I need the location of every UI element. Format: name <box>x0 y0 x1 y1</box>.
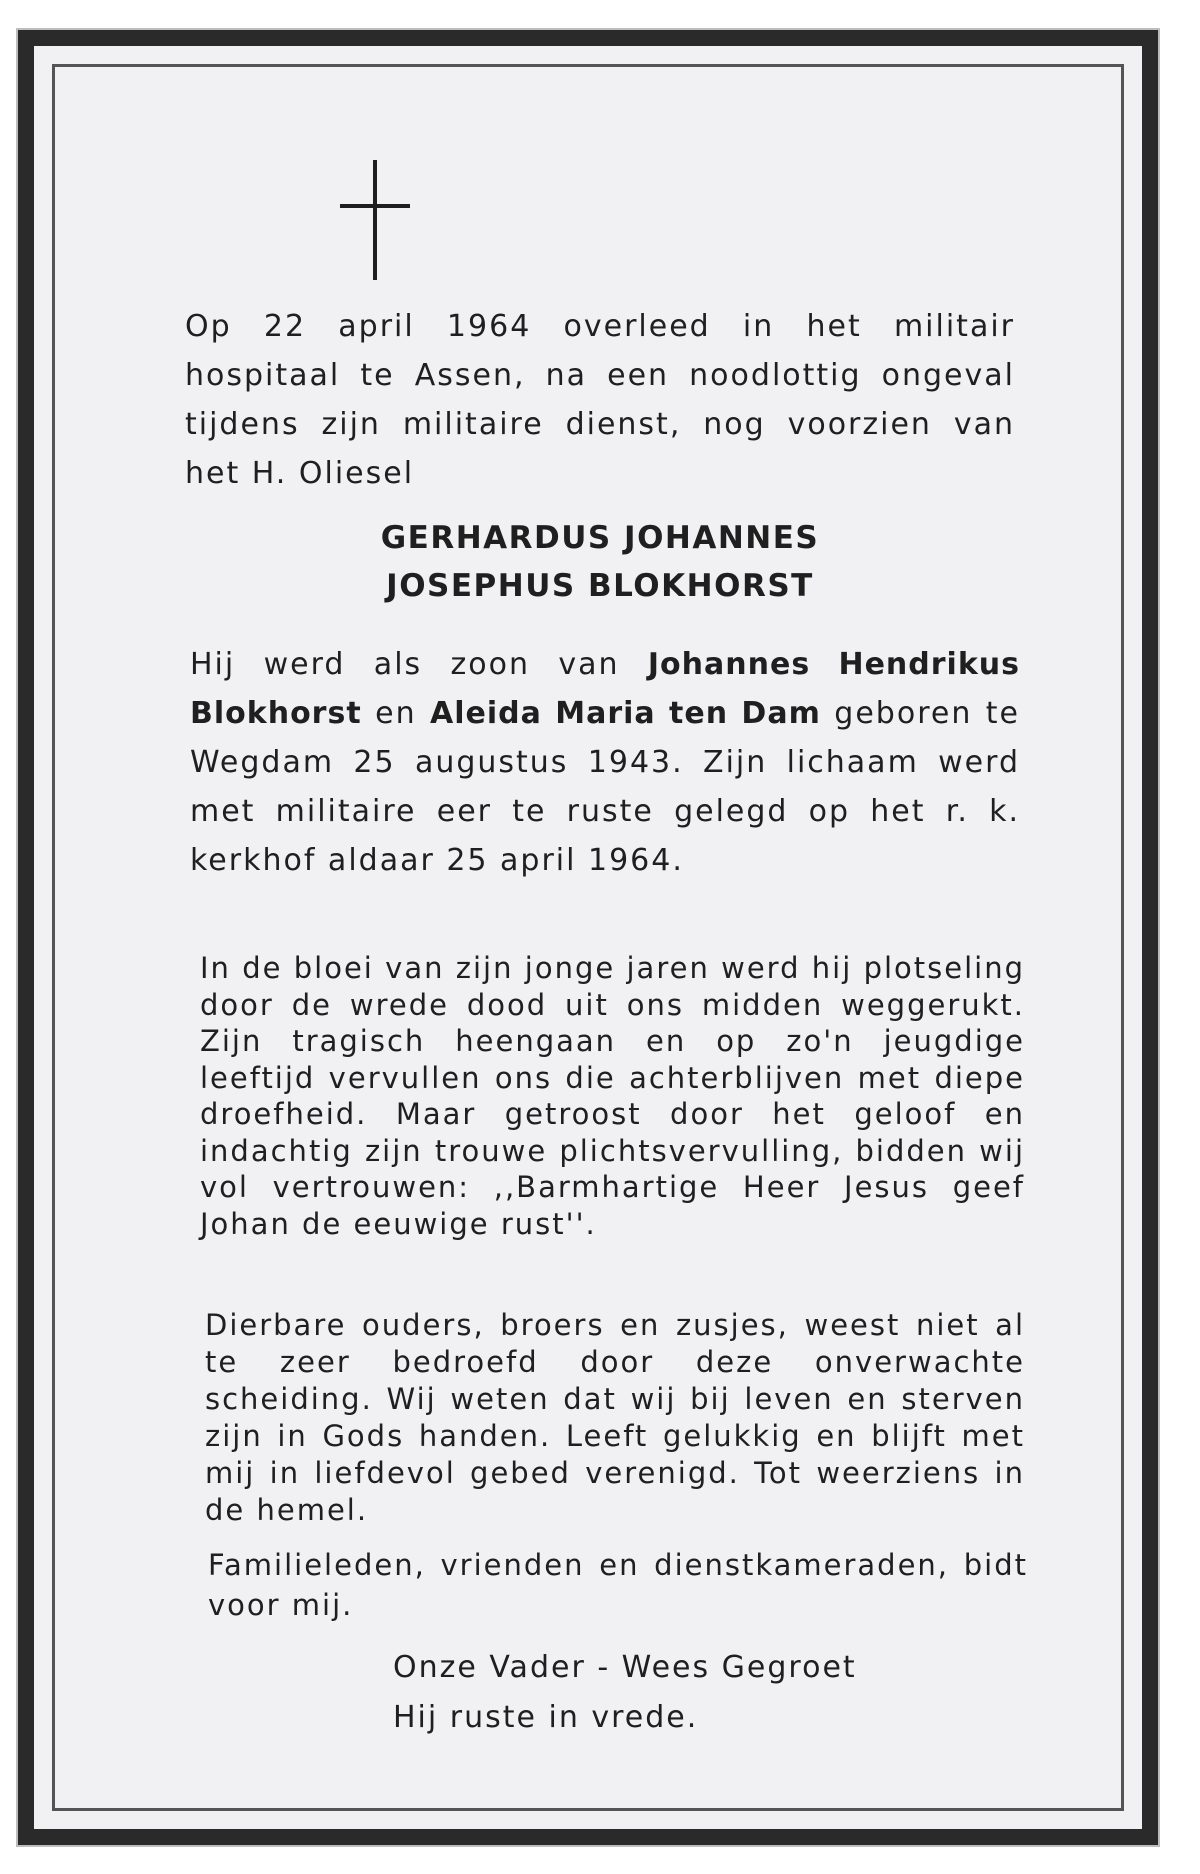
birth-paragraph <box>190 640 1020 885</box>
mother-name: Aleida Maria ten Dam <box>430 696 821 731</box>
ouders-paragraph: Dierbare ouders, broers en zusjes, weest niet al te zeer bedroefd door deze onverwachte scheiding. Wij weten dat wij bij leven en sterven zijn in Gods handen. Leeft gelukkig en blijft met mij in liefdevol gebed verenigd. Tot weerziens in de hemel. <box>205 1308 1025 1527</box>
cross-icon <box>340 160 410 280</box>
deceased-name-line1: GERHARDUS JOHANNES <box>380 520 820 556</box>
birth-text-1: Hij werd als zoon van <box>190 647 648 682</box>
intro-paragraph: Op 22 april 1964 overleed in het militair hospitaal te Assen, na een noodlottig ongeval tijdens zijn militaire dienst, nog voorzien van het H. Oliesel <box>185 309 1015 491</box>
familie-paragraph: Familieleden, vrienden en dienstkameraden, bidt voor mij. <box>208 1548 1028 1622</box>
birth-text-2: en <box>361 696 431 731</box>
birth-text-3: geboren te Wegdam 25 augustus 1943. Zijn lichaam werd met militaire eer te ruste gelegd op het r. k. kerkhof aldaar 25 april 1964. <box>190 696 1021 878</box>
bloei-paragraph: In de bloei van zijn jonge jaren werd hij plotseling door de wrede dood uit ons midden weggerukt. Zijn tragisch heengaan en op zo'n jeugdige leeftijd vervullen ons die achterblijven met diepe droefheid. Maar getroost door het geloof en indachtig zijn trouwe plichtsvervulling, bidden wij vol vertrouwen: ,,Barmhartige Heer Jesus geef Johan de eeuwige rust''. <box>200 951 1025 1241</box>
father-name: Johannes Hendrikus Blokhorst <box>190 647 1020 731</box>
prayer-line: Onze Vader - Wees Gegroet <box>393 1650 857 1685</box>
rest-in-peace-line: Hij ruste in vrede. <box>393 1700 699 1735</box>
deceased-name-line2: JOSEPHUS BLOKHORST <box>386 568 814 604</box>
